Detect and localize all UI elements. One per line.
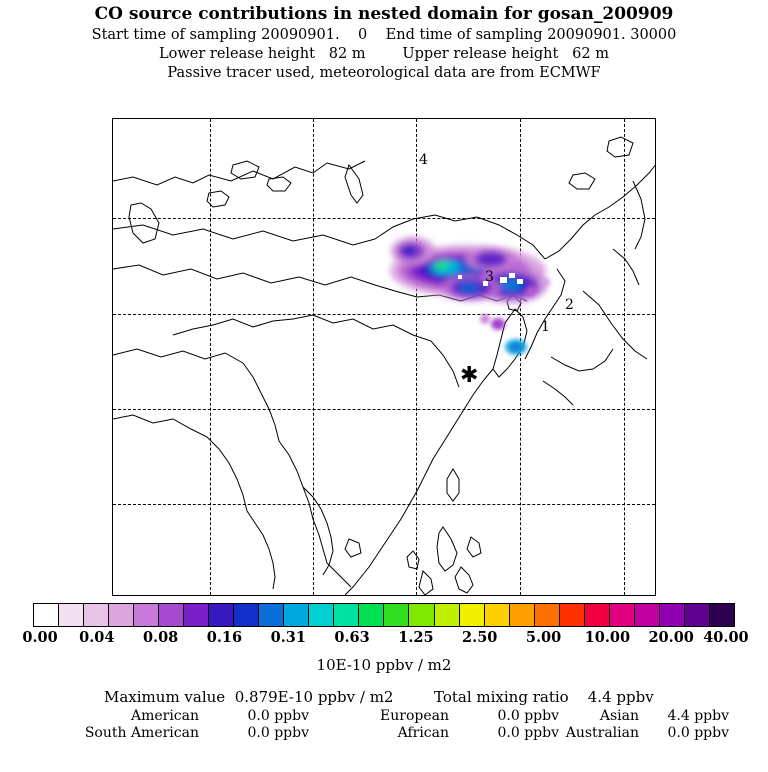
colorbar-swatch [259, 604, 284, 626]
colorbar-tick-4: 0.31 [270, 629, 306, 646]
colorbar-swatch [535, 604, 560, 626]
colorbar-swatch [84, 604, 109, 626]
total-mixing-ratio-value: 4.4 ppbv [587, 688, 654, 706]
colorbar-swatch [359, 604, 384, 626]
colorbar-tick-5: 0.63 [334, 629, 370, 646]
colorbar-swatch [660, 604, 685, 626]
colorbar-swatch [309, 604, 334, 626]
colorbar-swatch [435, 604, 460, 626]
colorbar-swatch [59, 604, 84, 626]
colorbar-tick-1: 0.04 [79, 629, 115, 646]
tracer-meteorology-line: Passive tracer used, meteorological data are from ECMWF [167, 65, 601, 81]
colorbar-tick-9: 10.00 [584, 629, 631, 646]
map-annotation-1: 1 [541, 319, 550, 335]
colorbar-tick-10: 20.00 [648, 629, 694, 646]
release-height-line: Lower release height 82 m Upper release height 62 m [159, 46, 609, 62]
colorbar-swatch [159, 604, 184, 626]
colorbar-tick-3: 0.16 [206, 629, 243, 646]
colorbar-swatch [209, 604, 234, 626]
map-annotation-3: 3 [485, 269, 494, 285]
contribution-value-asian: 4.4 ppbv [667, 708, 729, 724]
colorbar-tick-labels [0, 629, 768, 647]
colorbar-swatch [585, 604, 610, 626]
contribution-label-south-american: South American [84, 725, 199, 741]
colorbar-unit-label: 10E-10 ppbv / m2 [316, 656, 452, 674]
colorbar-swatch [234, 604, 259, 626]
colorbar-swatch [409, 604, 434, 626]
contribution-row [0, 708, 768, 724]
maximum-value-label: Maximum value [104, 688, 226, 706]
contribution-label-african: African [397, 725, 449, 741]
colorbar-tick-2: 0.08 [142, 629, 179, 646]
colorbar-swatch [134, 604, 159, 626]
footer-summary-row [0, 688, 768, 706]
colorbar-swatch [34, 604, 59, 626]
colorbar-tick-8: 5.00 [525, 629, 562, 646]
map-panel[interactable] [112, 118, 656, 596]
maximum-value: 0.879E-10 ppbv / m2 [234, 688, 394, 706]
colorbar-swatch [635, 604, 660, 626]
contribution-row [0, 725, 768, 741]
colorbar-swatch [109, 604, 134, 626]
colorbar-swatch [485, 604, 510, 626]
contribution-value-american: 0.0 ppbv [247, 708, 309, 724]
colorbar-swatch [710, 604, 734, 626]
map-annotation-4: 4 [419, 152, 428, 168]
sampling-times-line: Start time of sampling 20090901. 0 End time of sampling 20090901. 30000 [91, 27, 677, 43]
colorbar-swatch [460, 604, 485, 626]
page-title: CO source contributions in nested domain for gosan_200909 [94, 4, 674, 24]
footer [0, 688, 768, 742]
contribution-label-american: American [130, 708, 199, 724]
release-site-star-icon: ✱ [460, 363, 479, 388]
contribution-value-african: 0.0 ppbv [497, 725, 559, 741]
colorbar [33, 603, 735, 627]
contribution-label-european: European [380, 708, 449, 724]
colorbar-swatch [284, 604, 309, 626]
total-mixing-ratio-label: Total mixing ratio [434, 688, 569, 706]
plume-overlay [113, 119, 656, 596]
colorbar-swatch [560, 604, 585, 626]
colorbar-swatch [510, 604, 535, 626]
colorbar-tick-6: 1.25 [398, 629, 434, 646]
colorbar-swatch [184, 604, 209, 626]
colorbar-tick-7: 2.50 [462, 629, 498, 646]
colorbar-swatch [685, 604, 710, 626]
contribution-value-european: 0.0 ppbv [497, 708, 559, 724]
colorbar-tick-11: 40.00 [703, 629, 749, 646]
contribution-value-south-american: 0.0 ppbv [247, 725, 309, 741]
map-annotation-2: 2 [565, 297, 574, 313]
colorbar-tick-0: 0.00 [22, 629, 58, 646]
contribution-value-australian: 0.0 ppbv [667, 725, 729, 741]
colorbar-swatch [610, 604, 635, 626]
colorbar-swatch [334, 604, 359, 626]
contribution-label-australian: Australian [565, 725, 639, 741]
colorbar-swatch [384, 604, 409, 626]
contribution-label-asian: Asian [599, 708, 639, 724]
